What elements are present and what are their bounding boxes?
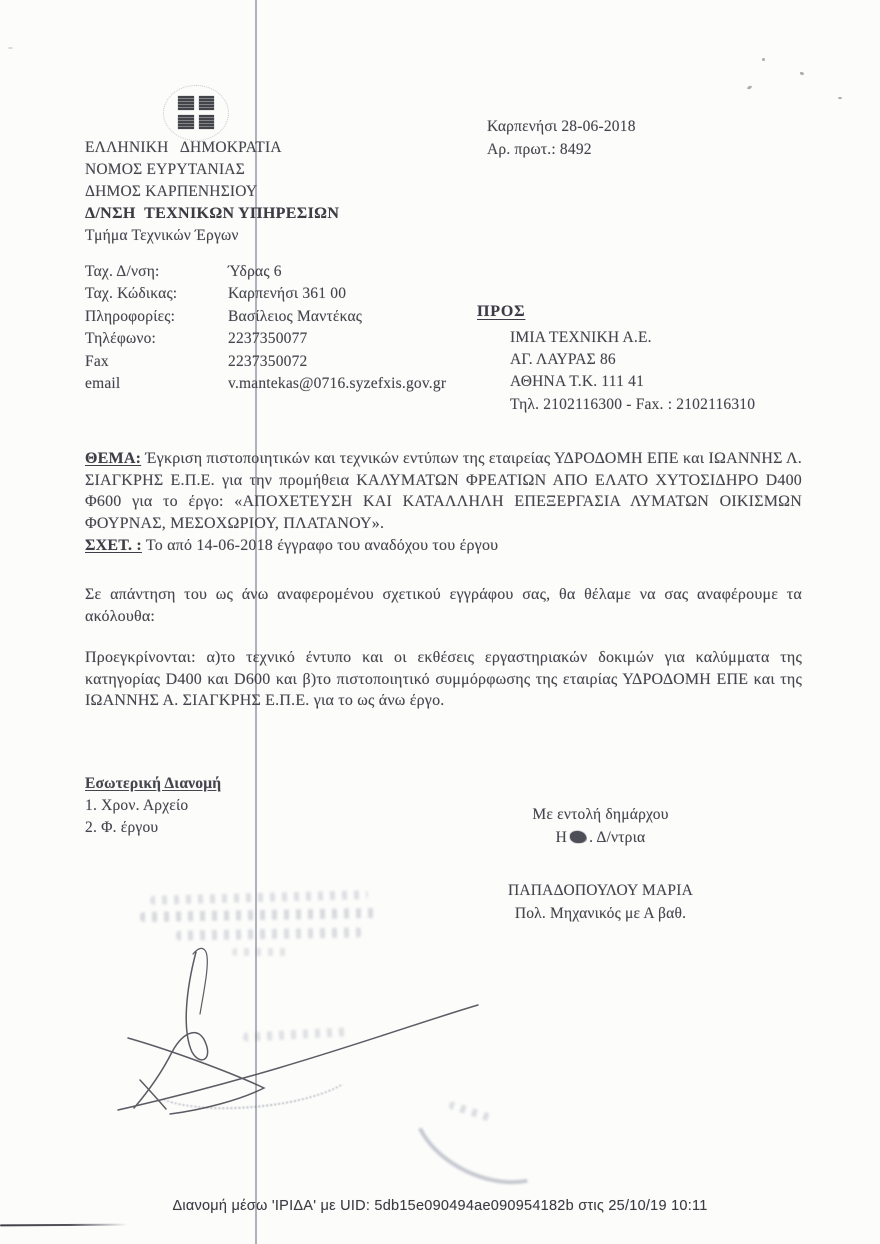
scan-speck [762, 58, 765, 61]
contact-value: 2237350072 [228, 352, 308, 370]
recipient-city: ΑΘΗΝΑ Τ.Κ. 111 41 [510, 373, 645, 391]
bottom-left-scan-line [0, 1224, 128, 1227]
letterhead [85, 137, 339, 247]
protocol-number: Αρ. πρωτ.: 8492 [487, 140, 592, 158]
scan-speck [800, 71, 805, 75]
contact-info-block [85, 261, 446, 395]
signer-name: ΠΑΠΑΔΟΠΟΥΛΟΥ ΜΑΡΙΑ [508, 882, 693, 899]
scan-speck [8, 47, 13, 49]
distribution-item: 2. Φ. έργου [85, 819, 159, 837]
contact-row-fax [85, 351, 446, 373]
contact-label: Τηλέφωνο: [85, 330, 157, 348]
contact-label: Ταχ. Κώδικας: [85, 285, 178, 303]
by-order-line: Με εντολή δημάρχου [532, 806, 669, 823]
signer-role-line [478, 826, 723, 849]
distribution-item: 1. Χρον. Αρχείο [85, 797, 189, 815]
body-paragraph-1: Σε απάντηση του ως άνω αναφερομένου σχετικού εγγράφου σας, θα θέλαμε να σας αναφέρουμε τα ακόλουθα: [85, 586, 802, 625]
subject-paragraph [85, 448, 802, 534]
signer-title: Πολ. Μηχανικός με Α βαθ. [514, 905, 687, 922]
contact-value: Βασίλειος Μαντέκας [228, 307, 363, 325]
contact-row-phone [85, 328, 446, 350]
body-paragraph-2: Προεγκρίνονται: α)το τεχνικό έντυπο και οι εκθέσεις εργαστηριακών δοκιμών για καλύμματα της κατηγορίας D400 και D600 και β)το πιστοποιητικό συμμόρφωσης της εταιρίας ΥΔΡΟΔΟΜΗ ΕΠΕ και της ΙΩΑΝΝΗΣ Α. ΣΙΑΓΚΡΗΣ Ε.Π.Ε. για το ως άνω έργο. [85, 649, 802, 710]
letterhead-municipality: ΔΗΜΟΣ ΚΑΡΠΕΝΗΣΙΟΥ [85, 183, 258, 200]
scan-speck [747, 85, 753, 90]
contact-label: email [85, 375, 121, 393]
scan-speck [838, 97, 842, 99]
date-protocol-block [487, 116, 636, 161]
contact-label: Πληροφορίες: [85, 307, 176, 325]
related-document-line [85, 535, 802, 557]
recipient-street: ΑΓ. ΛΑΥΡΑΣ 86 [510, 351, 616, 369]
by-order-block [478, 803, 723, 849]
related-label: ΣΧΕΤ. : [85, 537, 142, 554]
greek-coat-of-arms-icon [163, 85, 229, 141]
letterhead-department: Τμήμα Τεχνικών Έργων [85, 227, 239, 244]
subject-text: Έγκριση πιστοποιητικών και τεχνικών εντύπων της εταιρείας ΥΔΡΟΔΟΜΗ ΕΠΕ και ΙΩΑΝΝΗΣ Λ. ΣΙΑΓΚΡΗΣ Ε.Π.Ε. για την προμήθεια ΚΑΛΥΜΑΤΩΝ ΦΡΕΑΤΙΩΝ ΑΠΟ ΕΛΑΤΟ ΧΥΤΟΣΙΔΗΡΟ D400 Φ600 για το έργο: «ΑΠΟΧΕΤΕΥΣΗ ΚΑΙ ΚΑΤΑΛΛΗΛΗ ΕΠΕΞΕΡΓΑΣΙΑ ΛΥΜΑΤΩΝ ΟΙΚΙΣΜΩΝ ΦΟΥΡΝΑΣ, ΜΕΣΟΧΩΡΙΟΥ, ΠΛΑΤΑΝΟΥ». [85, 450, 802, 532]
place-and-date: Καρπενήσι 28-06-2018 [487, 118, 636, 135]
faint-stamp-smudge [140, 908, 378, 922]
subject-label: ΘΕΜΑ: [85, 450, 142, 467]
contact-label: Ταχ. Δ/νση: [85, 263, 160, 280]
letterhead-country: ΕΛΛΗΝΙΚΗ ΔΗΜΟΚΡΑΤΙΑ [85, 139, 282, 156]
recipient-block [510, 327, 755, 416]
contact-row-email [85, 373, 446, 395]
contact-row-postcode [85, 283, 446, 305]
recipient-heading: ΠΡΟΣ [477, 303, 526, 320]
role-suffix: . Δ/ντρια [589, 829, 646, 846]
distribution-heading: Εσωτερική Διανομή [85, 775, 222, 792]
contact-value: Ύδρας 6 [228, 263, 282, 280]
recipient-phone-fax: Τηλ. 2102116300 - Fax. : 2102116310 [510, 395, 756, 413]
related-text: Το από 14-06-2018 έγγραφο του αναδόχου του έργου [141, 537, 499, 554]
ink-blot-icon [570, 831, 586, 843]
contact-row-address [85, 261, 446, 283]
contact-row-info [85, 306, 446, 328]
recipient-company: ΙΜΙΑ ΤΕΧΝΙΚΗ Α.Ε. [510, 329, 652, 346]
contact-value: v.mantekas@0716.syzefxis.gov.gr [228, 375, 447, 393]
letterhead-directorate: Δ/ΝΣΗ ΤΕΧΝΙΚΩΝ ΥΠΗΡΕΣΙΩΝ [85, 205, 340, 222]
contact-value: Καρπενήσι 361 00 [228, 285, 347, 303]
handwritten-signature [100, 930, 500, 1160]
contact-label: Fax [85, 352, 109, 370]
distribution-footer: Διανομή μέσω 'ΙΡΙΔΑ' με UID: 5db15e090494ae090954182b στις 25/10/19 10:11 [172, 1198, 708, 1214]
faint-stamp-smudge [150, 890, 368, 905]
cross-icon [178, 96, 214, 129]
contact-value: 2237350077 [228, 330, 308, 348]
letterhead-prefecture: ΝΟΜΟΣ ΕΥΡΥΤΑΝΙΑΣ [85, 161, 245, 178]
internal-distribution-block [85, 773, 221, 840]
role-prefix: Η [555, 829, 568, 846]
signer-name-block [478, 879, 723, 925]
